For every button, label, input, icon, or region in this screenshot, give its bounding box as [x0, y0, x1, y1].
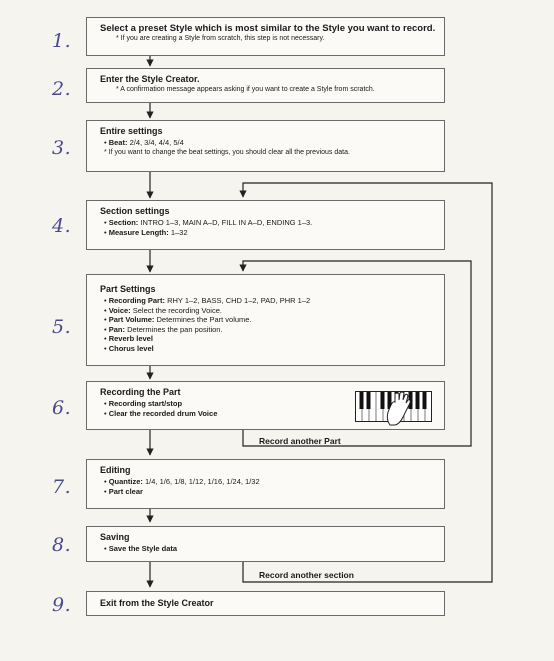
- step-title: Part Settings: [100, 284, 156, 294]
- step-box-enter-creator: [86, 68, 445, 103]
- step-number: 8.: [52, 534, 72, 556]
- list-item: • Recording start/stop: [104, 399, 434, 409]
- list-item: • Part Volume: Determines the Part volume.: [104, 315, 434, 325]
- step-items: [100, 544, 434, 554]
- list-item: • Voice: Select the recording Voice.: [104, 306, 434, 316]
- step-items: [100, 477, 434, 496]
- step-title: Saving: [100, 532, 130, 542]
- list-item: • Pan: Determines the pan position.: [104, 325, 434, 335]
- step-note: * If you want to change the beat settings, you should clear all the previous data.: [104, 148, 350, 156]
- step-number: 6.: [52, 397, 72, 419]
- step-box-saving: [86, 526, 445, 562]
- step-note: * If you are creating a Style from scratch, this step is not necessary.: [116, 35, 325, 42]
- step-items: [100, 138, 434, 148]
- step-title: Exit from the Style Creator: [100, 598, 214, 608]
- list-item: • Section: INTRO 1–3, MAIN A–D, FILL IN A–D, ENDING 1–3.: [104, 218, 434, 228]
- list-item: • Quantize: 1/4, 1/6, 1/8, 1/12, 1/16, 1/24, 1/32: [104, 477, 434, 487]
- step-items: [100, 218, 434, 237]
- step-note: * A confirmation message appears asking if you want to create a Style from scratch.: [116, 86, 375, 93]
- step-number: 4.: [52, 215, 72, 237]
- loop-label-record-section: Record another section: [259, 570, 354, 580]
- list-item: • Measure Length: 1–32: [104, 228, 434, 238]
- list-item: • Beat: 2/4, 3/4, 4/4, 5/4: [104, 138, 434, 148]
- step-number: 3.: [52, 137, 72, 159]
- step-title: Section settings: [100, 206, 170, 216]
- step-box-entire-settings: [86, 120, 445, 172]
- step-box-select-style: [86, 17, 445, 56]
- step-box-exit: [86, 591, 445, 616]
- keyboard-hand-icon: [355, 388, 433, 426]
- step-title: Enter the Style Creator.: [100, 74, 200, 84]
- list-item: • Reverb level: [104, 334, 434, 344]
- step-title: Entire settings: [100, 126, 163, 136]
- step-title: Select a preset Style which is most similar to the Style you want to record.: [100, 23, 436, 34]
- step-items: [100, 296, 434, 354]
- step-number: 7.: [52, 476, 72, 498]
- step-number: 9.: [52, 594, 72, 616]
- list-item: • Chorus level: [104, 344, 434, 354]
- step-box-section-settings: [86, 200, 445, 250]
- step-title: Editing: [100, 465, 131, 475]
- step-box-recording-part: [86, 381, 445, 430]
- step-box-part-settings: [86, 274, 445, 366]
- list-item: • Recording Part: RHY 1–2, BASS, CHD 1–2, PAD, PHR 1–2: [104, 296, 434, 306]
- step-number: 5.: [52, 316, 72, 338]
- step-box-editing: [86, 459, 445, 509]
- step-title: Recording the Part: [100, 387, 181, 397]
- loop-label-record-part: Record another Part: [259, 436, 341, 446]
- step-number: 1.: [52, 30, 72, 52]
- list-item: • Clear the recorded drum Voice: [104, 409, 434, 419]
- list-item: • Save the Style data: [104, 544, 434, 554]
- step-number: 2.: [52, 78, 72, 100]
- list-item: • Part clear: [104, 487, 434, 497]
